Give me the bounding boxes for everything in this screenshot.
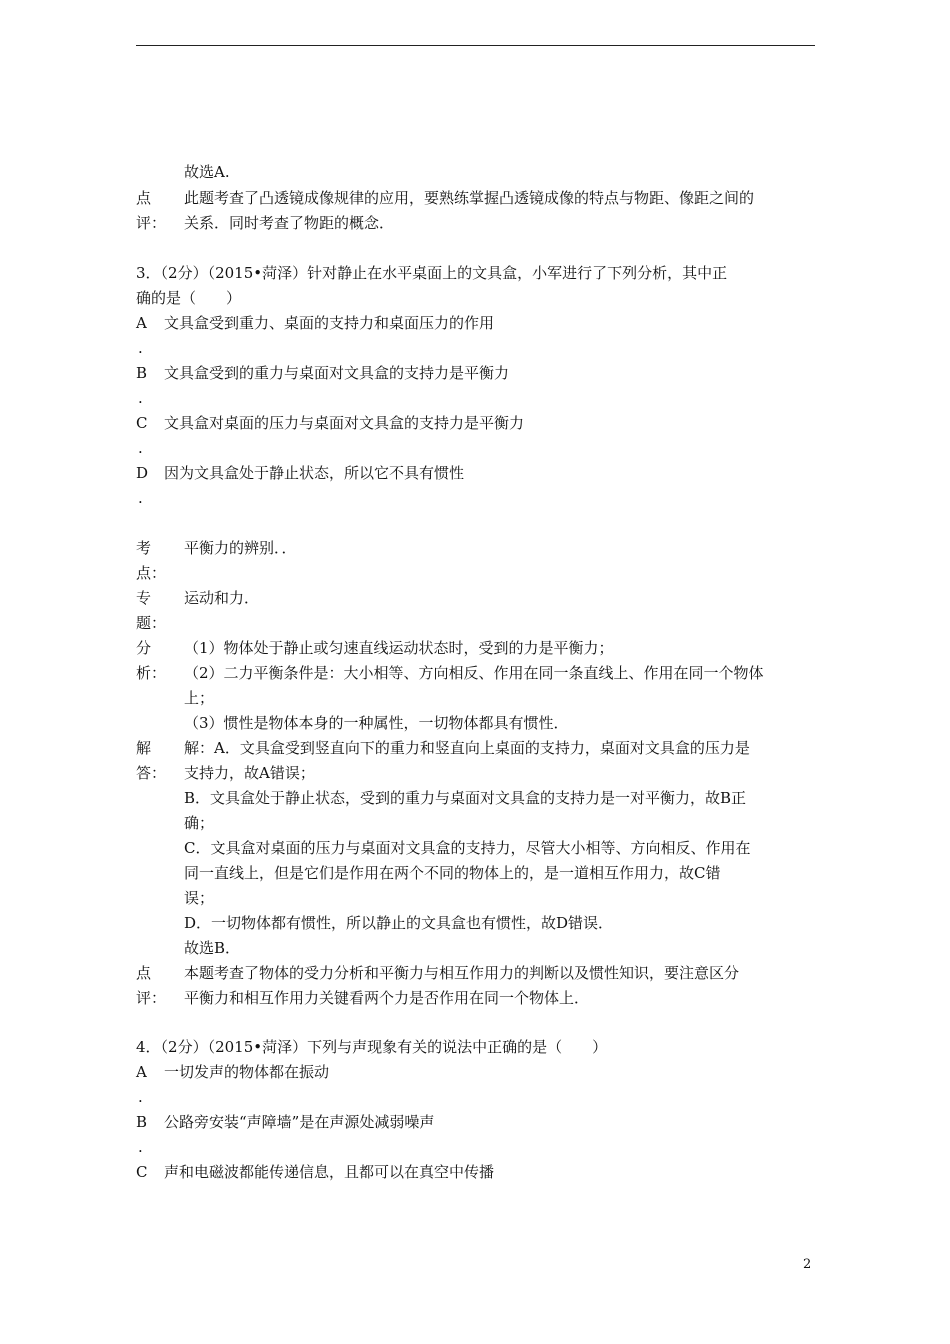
- option-b: [136, 1112, 434, 1132]
- option-letter: A: [136, 314, 147, 332]
- option-text: 因为文具盒处于静止状态，所以它不具有惯性: [164, 464, 465, 482]
- jieda-text: 故选B．: [184, 939, 241, 957]
- fenxi-text: （1）物体处于静止或匀速直线运动状态时，受到的力是平衡力；: [184, 639, 614, 657]
- jieda-text: 同一直线上，但是它们是作用在两个不同的物体上的，是一道相互作用力，故C错: [184, 864, 721, 882]
- option-letter: C: [136, 1163, 148, 1181]
- jieda-label: 解: [136, 739, 152, 757]
- conclusion-line: 故选A.: [184, 163, 230, 181]
- option-dot: .: [138, 489, 143, 507]
- jieda-text: 确；: [184, 814, 215, 832]
- option-dot: .: [138, 389, 143, 407]
- option-letter: A: [136, 1063, 147, 1081]
- option-dot: .: [138, 439, 143, 457]
- kaodian-label: 点：: [136, 564, 167, 582]
- option-c: [136, 1162, 494, 1182]
- zhuanti-label: 题：: [136, 614, 167, 632]
- jieda-text: D．一切物体都有惯性，所以静止的文具盒也有惯性，故D错误．: [184, 914, 614, 932]
- jieda-label: 答：: [136, 764, 167, 782]
- jieda-text: 支持力，故A错误；: [184, 764, 315, 782]
- question-3-stem: 确的是（ ）: [136, 289, 242, 307]
- fenxi-text: 上；: [184, 689, 215, 707]
- option-text: 声和电磁波都能传递信息，且都可以在真空中传播: [164, 1163, 495, 1181]
- fenxi-label: 分: [136, 639, 152, 657]
- jieda-text: B．文具盒处于静止状态，受到的重力与桌面对文具盒的支持力是一对平衡力，故B正: [184, 789, 747, 807]
- option-text: 文具盒受到重力、桌面的支持力和桌面压力的作用: [164, 314, 495, 332]
- option-letter: C: [136, 414, 148, 432]
- option-a: [136, 313, 494, 333]
- header-rule: [136, 45, 815, 46]
- jieda-text: C．文具盒对桌面的压力与桌面对文具盒的支持力，尽管大小相等、方向相反、作用在: [184, 839, 751, 857]
- option-b: [136, 363, 509, 383]
- dianping-text: 平衡力和相互作用力关键看两个力是否作用在同一个物体上．: [184, 989, 590, 1007]
- jieda-text: 解：A．文具盒受到竖直向下的重力和竖直向上桌面的支持力，桌面对文具盒的压力是: [184, 739, 750, 757]
- dianping-label: 评：: [136, 989, 167, 1007]
- option-dot: .: [138, 1088, 143, 1106]
- option-letter: B: [136, 1113, 148, 1131]
- kaodian-label: 考: [136, 539, 152, 557]
- zhuanti-text: 运动和力．: [184, 589, 260, 607]
- dianping-text: 本题考查了物体的受力分析和平衡力与相互作用力的判断以及惯性知识，要注意区分: [184, 964, 740, 982]
- fenxi-text: （2）二力平衡条件是：大小相等、方向相反、作用在同一条直线上、作用在同一个物体: [184, 664, 764, 682]
- option-d: [136, 463, 464, 483]
- zhuanti-label: 专: [136, 589, 152, 607]
- option-text: 文具盒对桌面的压力与桌面对文具盒的支持力是平衡力: [164, 414, 525, 432]
- question-3-stem: 3．（2分）（2015•菏泽）针对静止在水平桌面上的文具盒，小军进行了下列分析，其中正: [136, 264, 728, 282]
- option-letter: D: [136, 464, 149, 482]
- dianping-label: 点: [136, 964, 152, 982]
- option-text: 一切发声的物体都在振动: [164, 1063, 330, 1081]
- option-dot: .: [138, 1138, 143, 1156]
- option-letter: B: [136, 364, 148, 382]
- comment-text: 此题考查了凸透镜成像规律的应用，要熟练掌握凸透镜成像的特点与物距、像距之间的: [184, 189, 755, 207]
- option-dot: .: [138, 339, 143, 357]
- question-4-stem: 4．（2分）（2015•菏泽）下列与声现象有关的说法中正确的是（ ）: [136, 1038, 608, 1056]
- option-text: 公路旁安装“声障墙”是在声源处减弱噪声: [164, 1113, 435, 1131]
- jieda-text: 误；: [184, 889, 215, 907]
- option-c: [136, 413, 524, 433]
- page-number: 2: [803, 1257, 812, 1272]
- comment-text: 关系．同时考查了物距的概念．: [184, 214, 395, 232]
- option-text: 文具盒受到的重力与桌面对文具盒的支持力是平衡力: [164, 364, 510, 382]
- comment-label: 点: [136, 189, 152, 207]
- fenxi-label: 析：: [136, 664, 167, 682]
- kaodian-text: 平衡力的辨别．．: [184, 539, 297, 557]
- fenxi-text: （3）惯性是物体本身的一种属性，一切物体都具有惯性．: [184, 714, 569, 732]
- comment-label: 评：: [136, 214, 167, 232]
- option-a: [136, 1062, 329, 1082]
